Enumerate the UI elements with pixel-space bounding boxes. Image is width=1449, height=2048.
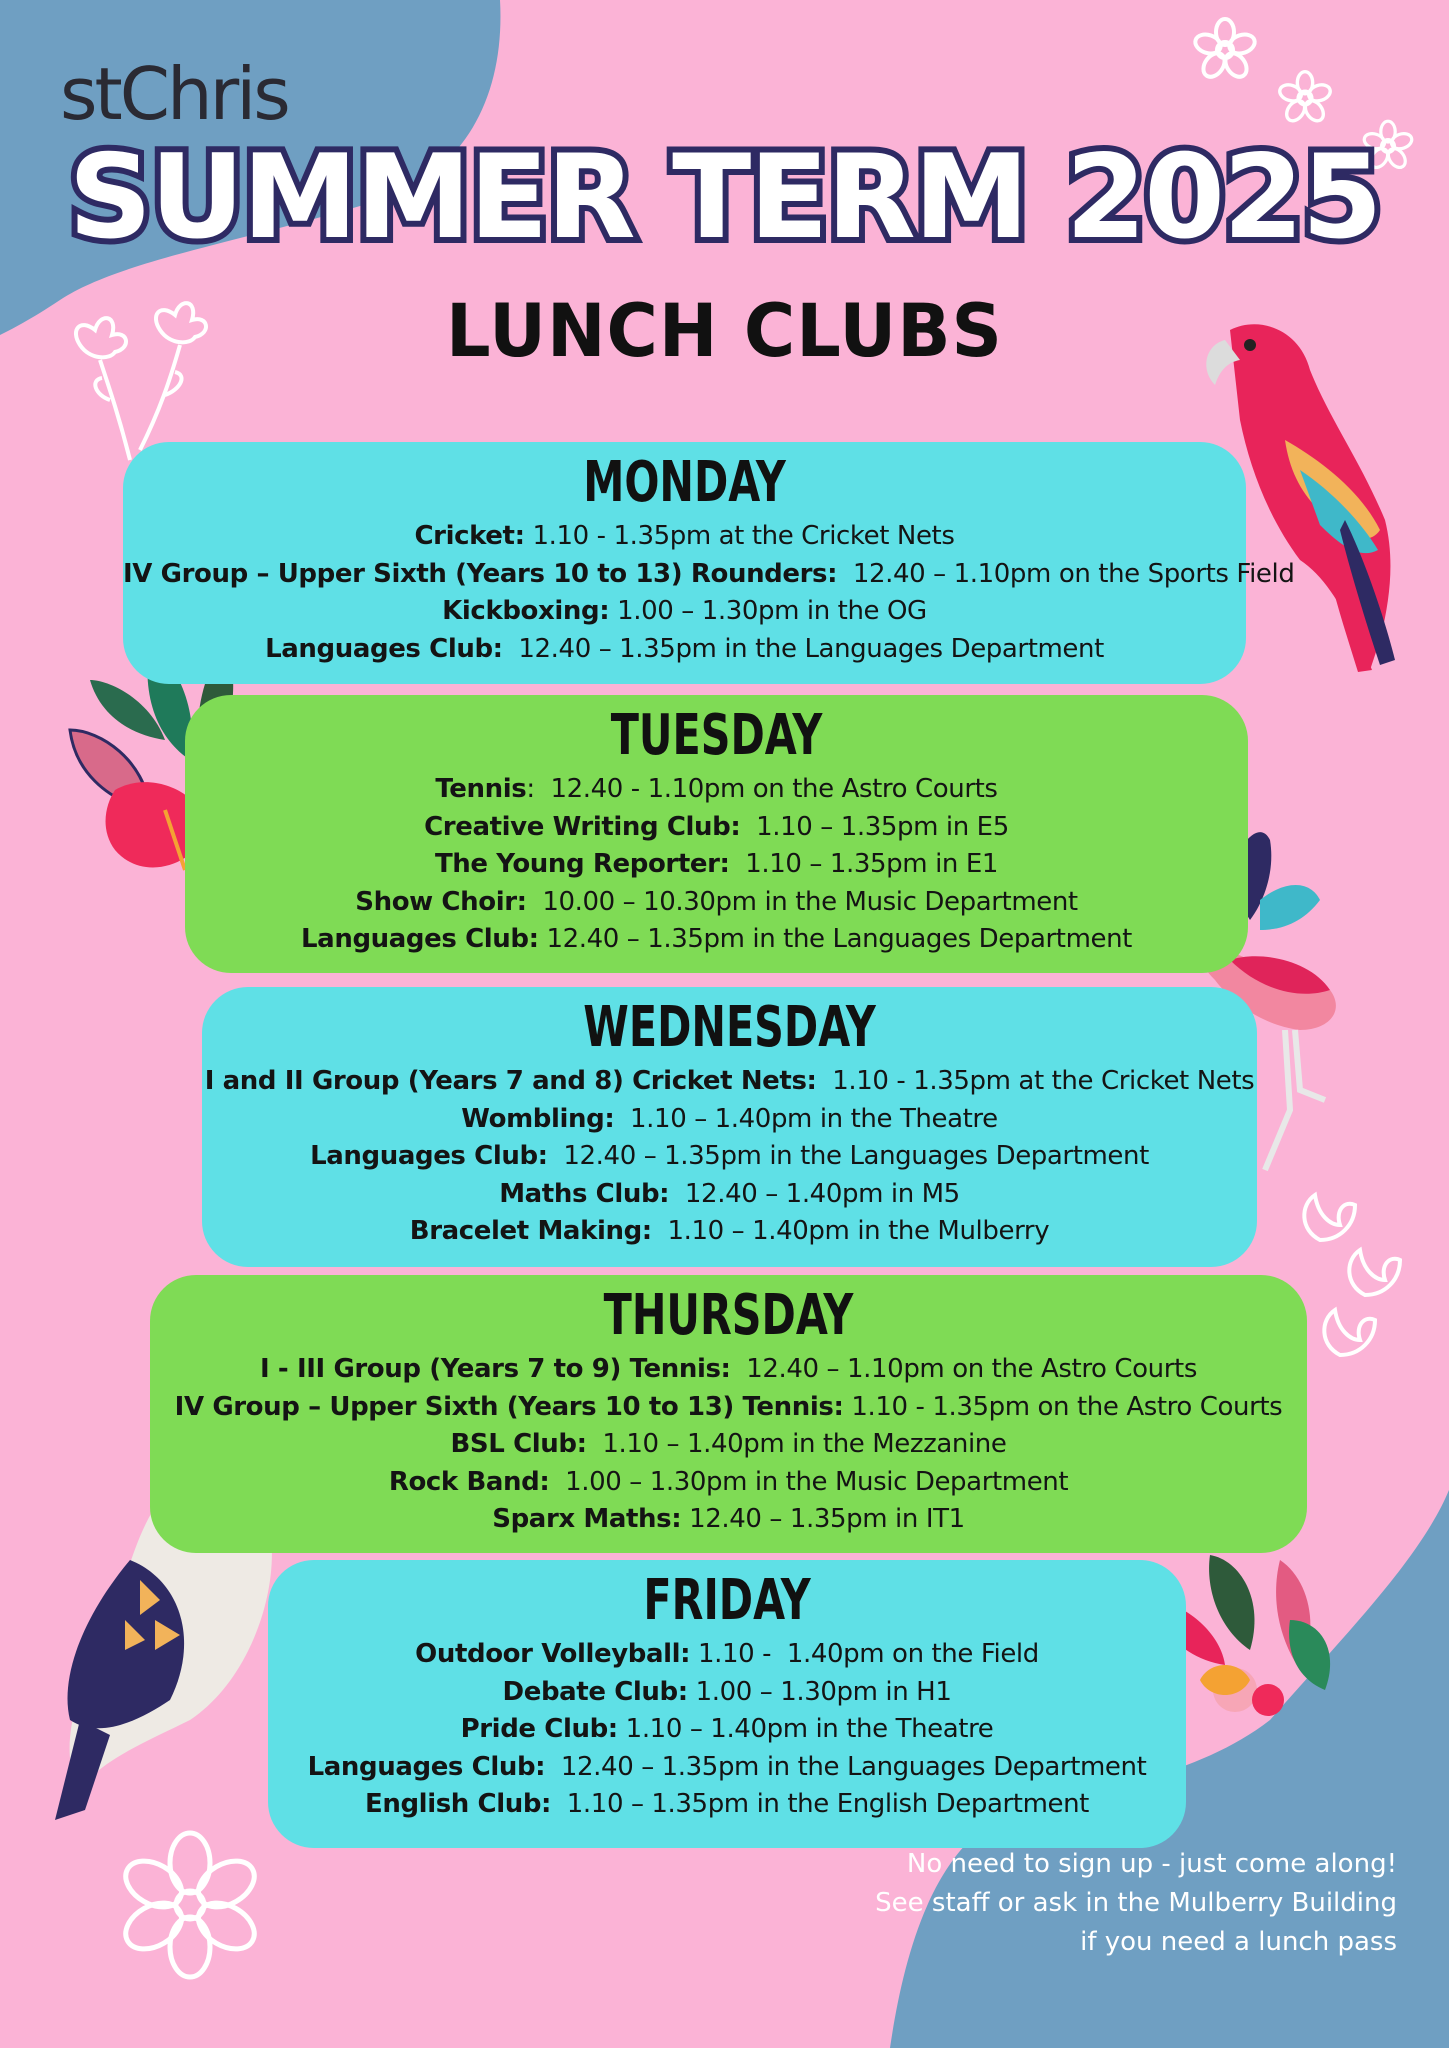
club-details: 12.40 – 1.10pm on the Sports Field (837, 558, 1295, 589)
list-item (123, 518, 1246, 556)
list-item (268, 1711, 1186, 1749)
list-item (202, 1063, 1257, 1101)
club-details: 1.00 – 1.30pm in the OG (609, 596, 927, 626)
club-name: Languages Club: (265, 633, 503, 664)
list-item (268, 1786, 1186, 1824)
club-name: Tennis (435, 774, 527, 804)
list-item (202, 1176, 1257, 1214)
club-name: English Club: (365, 1789, 552, 1819)
club-details: 1.00 – 1.30pm in H1 (687, 1676, 952, 1707)
club-details: 1.10 – 1.40pm in the Theatre (614, 1103, 998, 1134)
day-panel-wednesday (202, 987, 1257, 1267)
club-details: 1.10 - 1.40pm on the Field (690, 1639, 1039, 1669)
club-name: Maths Club: (499, 1178, 670, 1209)
page-subtitle: LUNCH CLUBS (446, 287, 1003, 375)
club-details: 1.10 – 1.35pm in E5 (740, 811, 1009, 842)
footer-line: No need to sign up - just come along! (906, 1849, 1397, 1879)
club-name: Languages Club: (307, 1751, 546, 1782)
list-item (202, 1138, 1257, 1176)
club-details: 1.10 - 1.35pm at the Cricket Nets (524, 521, 955, 551)
club-details: 12.40 – 1.35pm in the Languages Department (538, 924, 1132, 954)
list-item (202, 1213, 1257, 1251)
day-heading: WEDNESDAY (583, 995, 876, 1060)
day-panel-tuesday (185, 695, 1248, 973)
list-item (185, 809, 1248, 847)
club-details: 12.40 – 1.35pm in IT1 (681, 1504, 965, 1534)
club-name: Cricket: (414, 521, 525, 551)
club-list (150, 1351, 1307, 1539)
club-details: 12.40 – 1.35pm in the Languages Department (502, 633, 1104, 664)
club-name: I and II Group (Years 7 and 8) Cricket Nets: (204, 1066, 817, 1096)
club-details: 12.40 – 1.35pm in the Languages Department (545, 1751, 1147, 1782)
day-panel-thursday (150, 1275, 1307, 1553)
club-details: 1.10 – 1.40pm in the Mezzanine (586, 1429, 1007, 1459)
club-name: Languages Club: (301, 924, 539, 954)
footer-line: if you need a lunch pass (1080, 1927, 1397, 1957)
club-name: Kickboxing: (442, 596, 610, 626)
day-heading: THURSDAY (603, 1283, 854, 1348)
club-details: 1.00 – 1.30pm in the Music Department (549, 1466, 1069, 1497)
list-item (202, 1101, 1257, 1139)
club-details: 10.00 – 10.30pm in the Music Department (526, 886, 1078, 917)
club-details: 1.10 – 1.35pm in the English Department (551, 1789, 1089, 1819)
list-item (268, 1674, 1186, 1712)
list-item (123, 593, 1246, 631)
list-item (185, 846, 1248, 884)
club-details: 1.10 – 1.40pm in the Mulberry (651, 1216, 1050, 1246)
club-list (202, 1063, 1257, 1251)
club-name: Wombling: (461, 1103, 615, 1134)
list-item (123, 556, 1295, 594)
club-name: BSL Club: (450, 1429, 587, 1459)
club-name: IV Group – Upper Sixth (Years 10 to 13) Rounders: (123, 558, 838, 589)
club-details: 12.40 – 1.10pm on the Astro Courts (730, 1354, 1197, 1384)
page-title: SUMMER TERM 2025 (68, 130, 1381, 265)
list-item (185, 921, 1248, 959)
club-list (268, 1636, 1186, 1824)
club-name: Bracelet Making: (409, 1216, 652, 1246)
school-logo: stChris (60, 52, 288, 136)
footer-note (875, 1845, 1397, 1962)
day-panel-monday (123, 442, 1295, 684)
club-name: Outdoor Volleyball: (415, 1639, 691, 1669)
list-item (150, 1426, 1307, 1464)
daisy-icon (118, 1833, 263, 1977)
day-heading: TUESDAY (610, 703, 823, 768)
club-details: : 12.40 - 1.10pm on the Astro Courts (526, 774, 998, 804)
leaf-icon (1304, 1195, 1400, 1355)
list-item (150, 1501, 1307, 1539)
list-item (185, 771, 1248, 809)
club-name: IV Group – Upper Sixth (Years 10 to 13) Tennis: (174, 1391, 844, 1422)
club-name: Sparx Maths: (492, 1504, 682, 1534)
footer-line: See staff or ask in the Mulberry Building (875, 1888, 1397, 1918)
club-details: 12.40 – 1.35pm in the Languages Department (547, 1141, 1149, 1171)
club-name: Pride Club: (460, 1714, 618, 1744)
club-details: 1.10 – 1.40pm in the Theatre (617, 1714, 994, 1744)
club-details: 1.10 – 1.35pm in E1 (729, 849, 999, 879)
club-name: The Young Reporter: (434, 849, 730, 879)
day-heading: MONDAY (583, 450, 786, 515)
club-name: I - III Group (Years 7 to 9) Tennis: (260, 1354, 731, 1384)
club-name: Debate Club: (502, 1676, 688, 1707)
list-item (268, 1749, 1186, 1787)
club-name: Rock Band: (388, 1466, 550, 1497)
club-list (185, 771, 1248, 959)
club-details: 1.10 - 1.35pm at the Cricket Nets (816, 1066, 1255, 1096)
list-item (123, 631, 1246, 669)
club-details: 12.40 – 1.40pm in M5 (669, 1178, 960, 1209)
club-name: Languages Club: (310, 1141, 548, 1171)
list-item (150, 1351, 1307, 1389)
list-item (268, 1636, 1186, 1674)
list-item (185, 884, 1248, 922)
club-name: Creative Writing Club: (424, 811, 741, 842)
list-item (150, 1389, 1307, 1427)
day-panel-friday (268, 1560, 1186, 1848)
list-item (150, 1464, 1307, 1502)
club-details: 1.10 - 1.35pm on the Astro Courts (843, 1391, 1283, 1422)
club-list (123, 518, 1295, 668)
day-heading: FRIDAY (643, 1568, 811, 1633)
club-name: Show Choir: (355, 886, 527, 917)
